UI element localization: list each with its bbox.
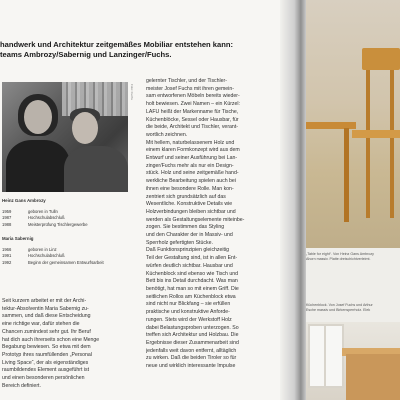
bio-text: Hochschulabschluß	[28, 253, 65, 259]
text-line: rungen. Stets wird der Werkstoff Holz	[146, 316, 232, 323]
text-line: jedenfalls weit davon entfernt, alltäglich	[146, 347, 237, 354]
bio-text: Beginn der gemeinsamen Entwurfsarbeit	[28, 259, 104, 265]
bio-year: 1988	[2, 221, 12, 227]
text-line: treffen sich Architektur und Holzbau. Die	[146, 332, 239, 339]
text-line: und den Charakter der in Massiv- und	[146, 232, 233, 239]
text-line: Mit hellem, naturbelassenem Holz und	[146, 139, 235, 146]
bio-name: Maria Sabernig	[2, 236, 34, 241]
text-line: sind nicht nur Blickfang – sie erfüllen	[146, 301, 231, 308]
text-line: Seit kurzem arbeitet er mit der Archi-	[2, 298, 87, 304]
text-line: Prototyp ihres raumfüllenden „Personal	[2, 351, 92, 358]
text-line: ihnen eine besondere Rolle. Man kon-	[146, 185, 234, 192]
text-line: würfen deutlich sichtbar. Hausbar und	[146, 262, 233, 269]
text-line: Living Space“, der als eigenständiges	[2, 359, 89, 366]
text-line: werkliche Bearbeitung spielen auch bei	[146, 178, 236, 185]
text-line: zinger/Fuchs mehr als nur ein Design-	[146, 162, 234, 169]
headline-line: handwerk und Architektur zeitgemäßes Mobiliar entstehen kann:	[0, 40, 234, 49]
text-line: Ergebnisse dieser Zusammenarbeit sind	[146, 339, 239, 346]
text-line: Chancen zumindest sehr gut. Ihr Beruf	[2, 328, 91, 335]
text-line: meister Josef Fuchs mit ihren gemein-	[146, 85, 234, 92]
photo-caption-kitchen	[306, 303, 400, 313]
caption-line: Esche massiv und Birkensperrholz. Elek	[306, 308, 371, 312]
right-page	[306, 0, 400, 400]
bio-sabernig	[2, 236, 130, 266]
text-line: gelernter Tischler, und der Tischler-	[146, 78, 228, 84]
text-line: neue und wirklich interessante Impulse	[146, 363, 236, 370]
text-line: LAFU heißt der Markenname für Tische,	[146, 108, 239, 115]
text-line: holt bewiesen. Zwei Namen – ein Kürzel:	[146, 101, 240, 108]
designers-portrait-photo	[2, 82, 128, 192]
bio-ambrozy	[2, 198, 130, 228]
text-line: Küchenblock sind ebenso wie Tisch und	[146, 270, 238, 277]
text-line: zogen. Sie bestimmen das Styling	[146, 224, 225, 231]
bio-text: Hochschulabschluß	[28, 215, 65, 221]
text-line: Küchenblöcke, Sessel oder Hausbar, für	[146, 116, 239, 123]
text-line: Entwurf und seiner Ausführung bei Lan-	[146, 155, 238, 162]
photo-credit: Foto: Fuchs	[130, 84, 134, 100]
article-headline	[0, 40, 276, 60]
text-line: raumbildendes Element ausgeführt ist	[2, 367, 90, 374]
text-line: sammen, und daß diese Entscheidung	[2, 313, 91, 320]
bio-text: geboren in Linz	[28, 247, 57, 253]
body-text-column-left	[2, 298, 130, 390]
text-line: tektur-Absolventin Maria Sabernig zu-	[2, 305, 89, 312]
page-gutter	[280, 0, 306, 400]
headline-line: teams Ambrozy/Sabernig und Lanzinger/Fuchs.	[0, 50, 172, 59]
text-line: Bett bis ins Detail durchdacht. Was man	[146, 278, 238, 285]
table-chair-photo	[306, 0, 400, 248]
bio-year: 1992	[2, 259, 12, 265]
text-line: einem klaren Formkonzept wird aus dem	[146, 147, 240, 154]
bio-year: 1959	[2, 209, 12, 215]
text-line: stück. Holz und seine zeitgemäße hand-	[146, 170, 239, 177]
text-line: zu wirken. Daß die beiden Tiroler so für	[146, 355, 237, 362]
caption-line: Küchenblock. Von Josef Fuchs und Arthur	[306, 303, 373, 307]
text-line: werden als Gestaltungselemente miteinbe-	[146, 216, 245, 223]
text-line: Daß Funktionsprinzipien gleichzeitig	[146, 247, 230, 254]
text-line: und einen besonderen persönlichen	[2, 375, 85, 382]
bio-year: 1966	[2, 247, 12, 253]
text-line: Holzverbindungen bleiben sichtbar und	[146, 208, 236, 215]
text-line: seitlichen Rollos am Küchenblock etwa	[146, 293, 236, 300]
body-text-column-middle	[146, 78, 278, 371]
text-line: Teil der Gestaltung sind, ist in allen Ent-	[146, 255, 238, 262]
bio-text: geboren in Tulln	[28, 209, 58, 215]
text-line: Wesentliche. Konstruktive Details wie	[146, 201, 233, 208]
text-line: Sperrholz gefertigten Stücke.	[146, 239, 213, 246]
bio-name: Heinz Gans Ambrozy	[2, 198, 46, 203]
text-line: Begabung bewiesen. So etwa mit dem	[2, 344, 91, 351]
text-line: Bereich definiert.	[2, 382, 41, 389]
text-line: hat dich auch ihrerseits schon eine Menge	[2, 336, 100, 343]
bio-year: 1987	[2, 215, 12, 221]
caption-line: Ahorn massiv. Platte dreischichtverleimt.	[306, 257, 371, 261]
text-line: die beide, Architekt und Tischler, verant-	[146, 124, 238, 131]
bio-row	[2, 260, 130, 266]
text-line: wortlich zeichnen.	[146, 131, 188, 138]
text-line: benötigt, hat man so mit einem Griff. Die	[146, 285, 239, 292]
bio-year: 1991	[2, 253, 12, 259]
text-line: zentriert sich grundsätzlich auf das	[146, 193, 226, 200]
kitchen-block-photo	[306, 322, 400, 400]
text-line: sam entworfenen Möbeln bereits wieder-	[146, 93, 240, 100]
bio-row	[2, 222, 130, 228]
text-line: eine richtige war, dafür stehen die	[2, 321, 80, 328]
text-line: dabei Belastungsproben unterzogen. So	[146, 324, 239, 331]
caption-line: „Table for eight“. Von Heinz Gans Ambrozy	[306, 252, 374, 256]
photo-caption-table	[306, 252, 400, 262]
bio-text: Meisterprüfung Tischlergewerbe	[28, 221, 88, 227]
text-line: praktische und konstruktive Anforde-	[146, 309, 230, 316]
